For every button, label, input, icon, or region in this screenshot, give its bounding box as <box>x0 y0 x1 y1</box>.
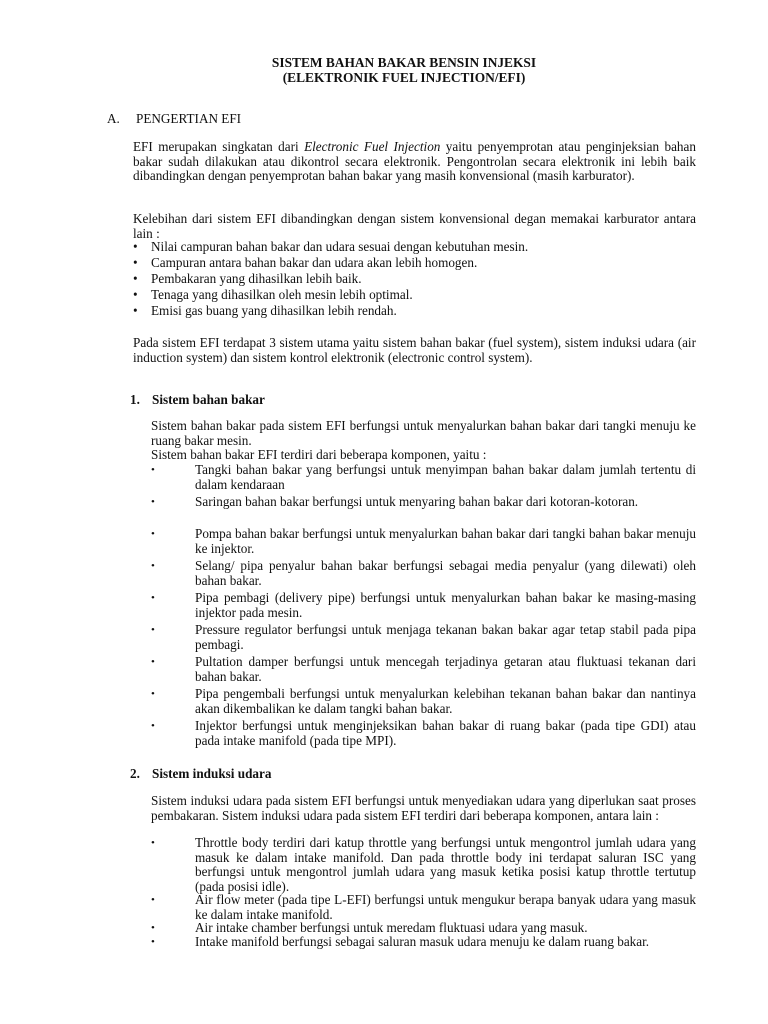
bullet-icon: • <box>133 287 138 302</box>
component-text: Pressure regulator berfungsi untuk menjaga tekanan bakan bakar agar tetap stabil pada pipa pembagi. <box>195 622 696 652</box>
component-text: Pipa pengembali berfungsi untuk menyalurkan kelebihan tekanan bahan bakar dan nantinya akan dikembalikan ke dalam tangki bahan bakar. <box>195 686 696 716</box>
subsection-number: 2. <box>130 766 140 781</box>
efi-definition-paragraph <box>133 140 696 184</box>
bullet-icon: • <box>151 624 155 636</box>
fuel-system-paragraph: Sistem bahan bakar pada sistem EFI berfungsi untuk menyalurkan bahan bakar dari tangki menuju ke ruang bakar mesin. <box>151 418 696 448</box>
component-text: Intake manifold berfungsi sebagai saluran masuk udara menuju ke dalam ruang bakar. <box>195 934 650 949</box>
bullet-icon: • <box>151 496 155 508</box>
component-text: Air intake chamber berfungsi untuk meredam fluktuasi udara yang masuk. <box>195 920 588 935</box>
bullet-icon: • <box>151 560 155 572</box>
intro-emphasis: Electronic Fuel Injection <box>304 139 441 154</box>
advantage-text: Campuran antara bahan bakar dan udara akan lebih homogen. <box>151 255 478 270</box>
bullet-icon: • <box>151 936 155 948</box>
subsection-number: 1. <box>130 392 140 407</box>
subsection-2-heading <box>130 767 271 782</box>
document-title: SISTEM BAHAN BAKAR BENSIN INJEKSI <box>271 55 537 70</box>
section-letter: A. <box>107 111 120 126</box>
advantage-text: Tenaga yang dihasilkan oleh mesin lebih optimal. <box>151 287 413 302</box>
bullet-icon: • <box>133 239 138 254</box>
subsection-1-heading <box>130 393 265 408</box>
advantage-text: Nilai campuran bahan bakar dan udara sesuai dengan kebutuhan mesin. <box>151 239 529 254</box>
bullet-icon: • <box>151 894 155 906</box>
section-a-heading <box>107 112 241 127</box>
component-text: Air flow meter (pada tipe L-EFI) berfungsi untuk mengukur berapa banyak udara yang masuk ke dalam intake manifold. <box>195 892 696 922</box>
bullet-icon: • <box>151 837 155 849</box>
document-subtitle: (ELEKTRONIK FUEL INJECTION/EFI) <box>282 70 526 85</box>
bullet-icon: • <box>151 592 155 604</box>
section-title: PENGERTIAN EFI <box>136 111 242 126</box>
advantage-text: Emisi gas buang yang dihasilkan lebih rendah. <box>151 303 397 318</box>
component-text: Pultation damper berfungsi untuk mencegah terjadinya getaran atau fluktuasi tekanan dari bahan bakar. <box>195 654 696 684</box>
bullet-icon: • <box>151 688 155 700</box>
component-text: Tangki bahan bakar yang berfungsi untuk menyimpan bahan bakar dalam jumlah tertentu di dalam kendaraan <box>195 462 696 492</box>
bullet-icon: • <box>151 528 155 540</box>
component-text: Saringan bahan bakar berfungsi untuk menyaring bahan bakar dari kotoran-kotoran. <box>195 494 639 509</box>
advantages-intro-paragraph: Kelebihan dari sistem EFI dibandingkan dengan sistem konvensional degan memakai karburator antara lain : <box>133 211 696 241</box>
component-text: Pipa pembagi (delivery pipe) berfungsi untuk menyalurkan bahan bakar ke masing-masing injektor pada mesin. <box>195 590 696 620</box>
bullet-icon: • <box>133 255 138 270</box>
component-text: Injektor berfungsi untuk menginjeksikan bahan bakar di ruang bakar (pada tipe GDI) atau pada intake manifold (pada tipe MPI). <box>195 718 696 748</box>
systems-intro-paragraph: Pada sistem EFI terdapat 3 sistem utama yaitu sistem bahan bakar (fuel system), sistem induksi udara (air induction system) dan sistem kontrol elektronik (electronic control system). <box>133 335 696 365</box>
intro-text-before: EFI merupakan singkatan dari <box>133 139 305 154</box>
subsection-title: Sistem induksi udara <box>152 766 272 781</box>
air-induction-paragraph: Sistem induksi udara pada sistem EFI berfungsi untuk menyediakan udara yang diperlukan saat proses pembakaran. Sistem induksi udara pada sistem EFI terdiri dari beberapa komponen, antara lain : <box>151 793 696 823</box>
subsection-title: Sistem bahan bakar <box>152 392 265 407</box>
bullet-icon: • <box>133 271 138 286</box>
fuel-components-intro: Sistem bahan bakar EFI terdiri dari beberapa komponen, yaitu : <box>151 447 487 462</box>
bullet-icon: • <box>151 922 155 934</box>
bullet-icon: • <box>151 464 155 476</box>
component-text: Selang/ pipa penyalur bahan bakar berfungsi sebagai media penyalur (yang dilewati) oleh bahan bakar. <box>195 558 696 588</box>
bullet-icon: • <box>151 720 155 732</box>
advantage-text: Pembakaran yang dihasilkan lebih baik. <box>151 271 362 286</box>
intro-text-after: yaitu penyemprotan atau penginjeksian bahan bakar sudah dilakukan atau dikontrol secara elektronik. Pengontrolan secara elektronik ini lebih baik dibandingkan dengan penyemprotan bahan bakar yang masih konvensional (masih karburator). <box>133 139 696 183</box>
bullet-icon: • <box>133 303 138 318</box>
bullet-icon: • <box>151 656 155 668</box>
component-text: Throttle body terdiri dari katup throttle yang berfungsi untuk mengontrol jumlah udara yang masuk ke dalam intake manifold. Dan pada throttle body ini terdapat saluran ISC yang berfungsi untuk mengontrol jumlah udara yang masuk ketika posisi katup throttle tertutup (pada posisi idle). <box>195 835 696 894</box>
component-text: Pompa bahan bakar berfungsi untuk menyalurkan bahan bakar dari tangki bahan bakar menuju ke injektor. <box>195 526 696 556</box>
